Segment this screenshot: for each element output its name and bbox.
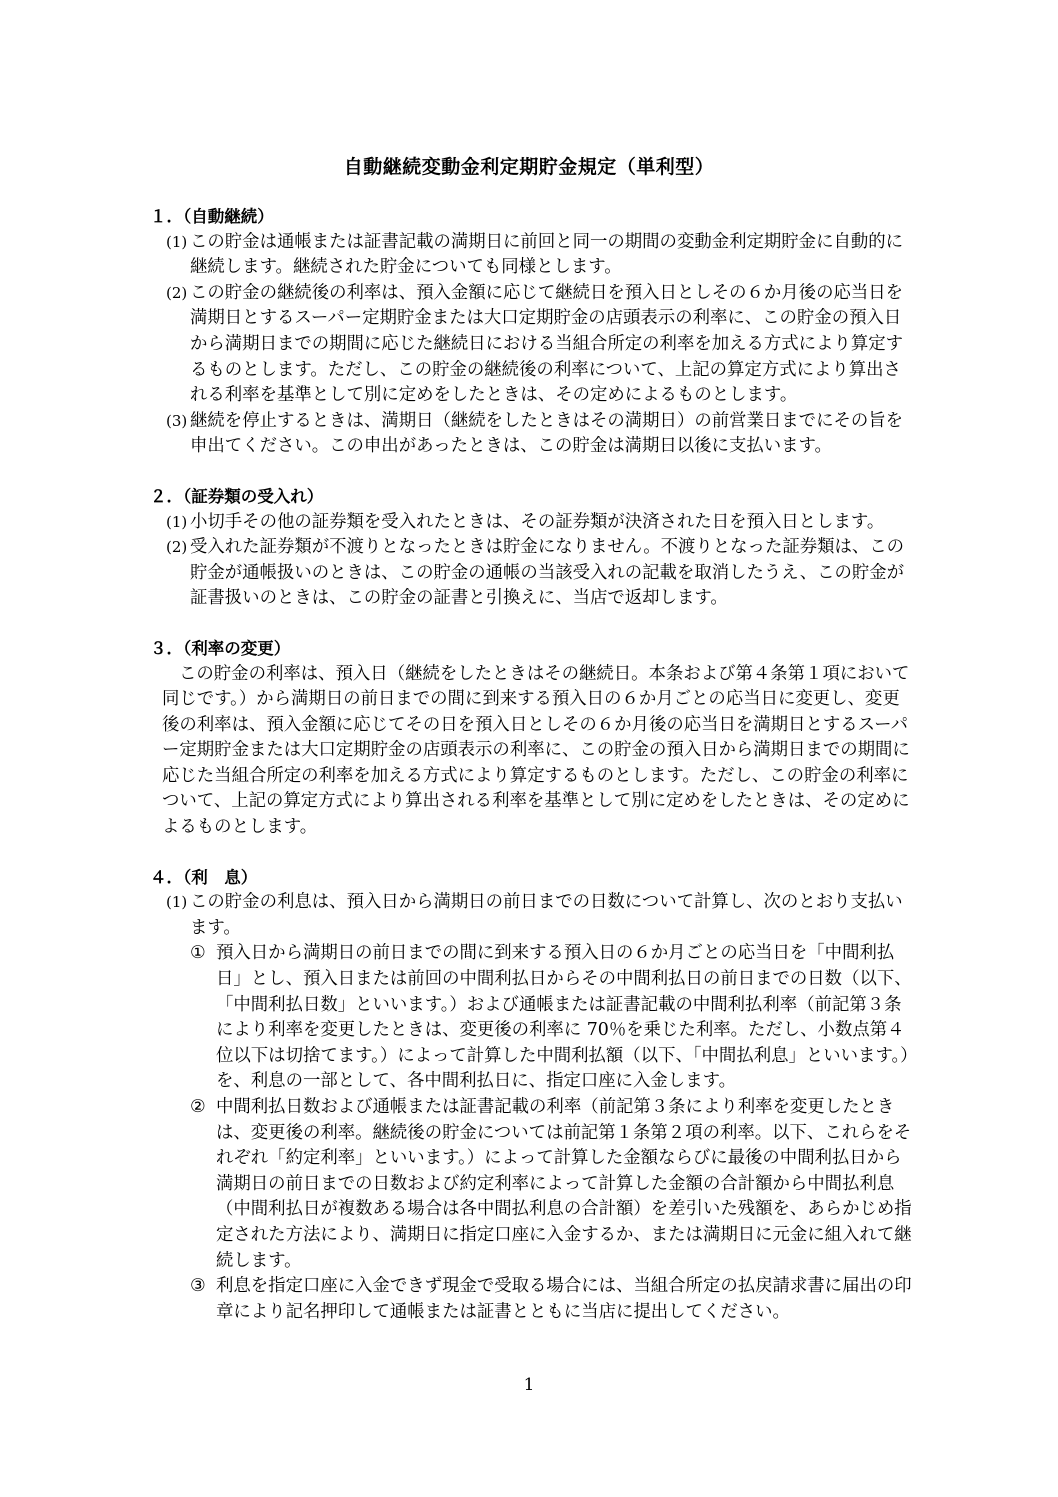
section-interest xyxy=(150,865,912,1326)
clause-item xyxy=(150,890,912,1325)
clause-item xyxy=(150,409,912,460)
section-heading: １．（自動継続） xyxy=(150,207,274,226)
sub-clause-text: 利息を指定口座に入金できず現金で受取る場合には、当組合所定の払戻請求書に届出の印章により記名押印して通帳または証書とともに当店に提出してください。 xyxy=(216,1276,912,1322)
section-auto-renewal xyxy=(150,204,912,460)
clause-item xyxy=(150,281,912,409)
clause-number: (2) xyxy=(166,283,188,302)
clause-item xyxy=(150,535,912,612)
clause-text: 受入れた証券類が不渡りとなったときは貯金になりません。不渡りとなった証券類は、この貯金が通帳扱いのときは、この貯金の通帳の当該受入れの記載を取消したうえ、この貯金が証書扱いのときは、この貯金の証書と引換えに、当店で返却します。 xyxy=(190,537,905,609)
sub-clause-number: ② xyxy=(190,1097,206,1117)
sub-clause-item xyxy=(150,1095,912,1274)
section-securities xyxy=(150,484,912,612)
sub-clause-list xyxy=(190,941,912,1325)
sub-clause-item xyxy=(150,1274,912,1325)
clause-number: (3) xyxy=(166,411,188,430)
sub-clause-text: 中間利払日数および通帳または証書記載の利率（前記第３条により利率を変更したときは、変更後の利率。継続後の貯金については前記第１条第２項の利率。以下、これらをそれぞれ「約定利率」といいます。）によって計算した金額ならびに最後の中間利払日から満期日の前日までの日数および約定利率によって計算した金額の合計額から中間払利息（中間利払日が複数ある場合は各中間払利息の合計額）を差引いた残額を、あらかじめ指定された方法により、満期日に指定口座に入金するか、または満期日に元金に組入れて継続します。 xyxy=(216,1097,912,1271)
clause-item xyxy=(150,510,912,536)
clause-number: (1) xyxy=(166,893,188,912)
sub-clause-number: ① xyxy=(190,943,206,964)
clause-number: (2) xyxy=(166,538,188,557)
clause-number: (1) xyxy=(166,232,188,251)
clause-number: (1) xyxy=(166,512,188,531)
sub-clause-number: ③ xyxy=(190,1276,206,1297)
section-rate-change xyxy=(150,636,912,841)
clause-item xyxy=(150,230,912,281)
sub-clause-text: 預入日から満期日の前日までの間に到来する預入日の６か月ごとの応当日を「中間利払日」とし、預入日または前回の中間利払日からその中間利払日の前日までの日数（以下、「中間利払日数」といいます。）および通帳または証書記載の中間利払利率（前記第３条により利率を変更したときは、変更後の利率に 70％を乗じた利率。ただし、小数点第４位以下は切捨てます。）によって計算した中間利払額（以下、「中間払利息」といいます。）を、利息の一部として、各中間利払日に、指定口座に入金します。 xyxy=(216,943,912,1092)
section-heading: ２．（証券類の受入れ） xyxy=(150,486,324,506)
clause-text: この貯金は通帳または証書記載の満期日に前回と同一の期間の変動金利定期貯金に自動的に継続します。継続された貯金についても同様とします。 xyxy=(190,231,904,278)
section-heading: ３．（利率の変更） xyxy=(150,638,291,658)
section-paragraph: この貯金の利率は、預入日（継続をしたときはその継続日。本条および第４条第１項において同じです。）から満期日の前日までの間に到来する預入日の６か月ごとの応当日に変更し、変更後の利率は、預入金額に応じてその日を預入日としその６か月後の応当日を満期日とするスーパー定期貯金または大口定期貯金の店頭表示の利率に、この貯金の預入日から満期日までの期間に応じた当組合所定の利率を加える方式により算定するものとします。ただし、この貯金の利率について、上記の算定方式により算出される利率を基準として別に定めをしたときは、その定めによるものとします。 xyxy=(162,663,910,838)
sub-clause-item xyxy=(150,941,912,1095)
clause-text: 継続を停止するときは、満期日（継続をしたときはその満期日）の前営業日までにその旨を申出てください。この申出があったときは、この貯金は満期日以後に支払います。 xyxy=(190,410,904,457)
clause-text: 小切手その他の証券類を受入れたときは、その証券類が決済された日を預入日とします。 xyxy=(190,511,885,532)
document-body xyxy=(150,204,912,1349)
document-title: 自動継続変動金利定期貯金規定（単利型） xyxy=(343,156,715,178)
clause-text: この貯金の利息は、預入日から満期日の前日までの日数について計算し、次のとおり支払います。 xyxy=(190,892,903,938)
section-heading: ４．（利 息） xyxy=(150,867,258,887)
clause-text: この貯金の継続後の利率は、預入金額に応じて継続日を預入日としその６か月後の応当日を満期日とするスーパー定期貯金または大口定期貯金の店頭表示の利率に、この貯金の預入日から満期日までの期間に応じた継続日における当組合所定の利率を加える方式により算定するものとします。ただし、この貯金の継続後の利率について、上記の算定方式により算出される利率を基準として別に定めをしたときは、その定めによるものとします。 xyxy=(190,282,904,406)
page-number: 1 xyxy=(523,1375,535,1395)
